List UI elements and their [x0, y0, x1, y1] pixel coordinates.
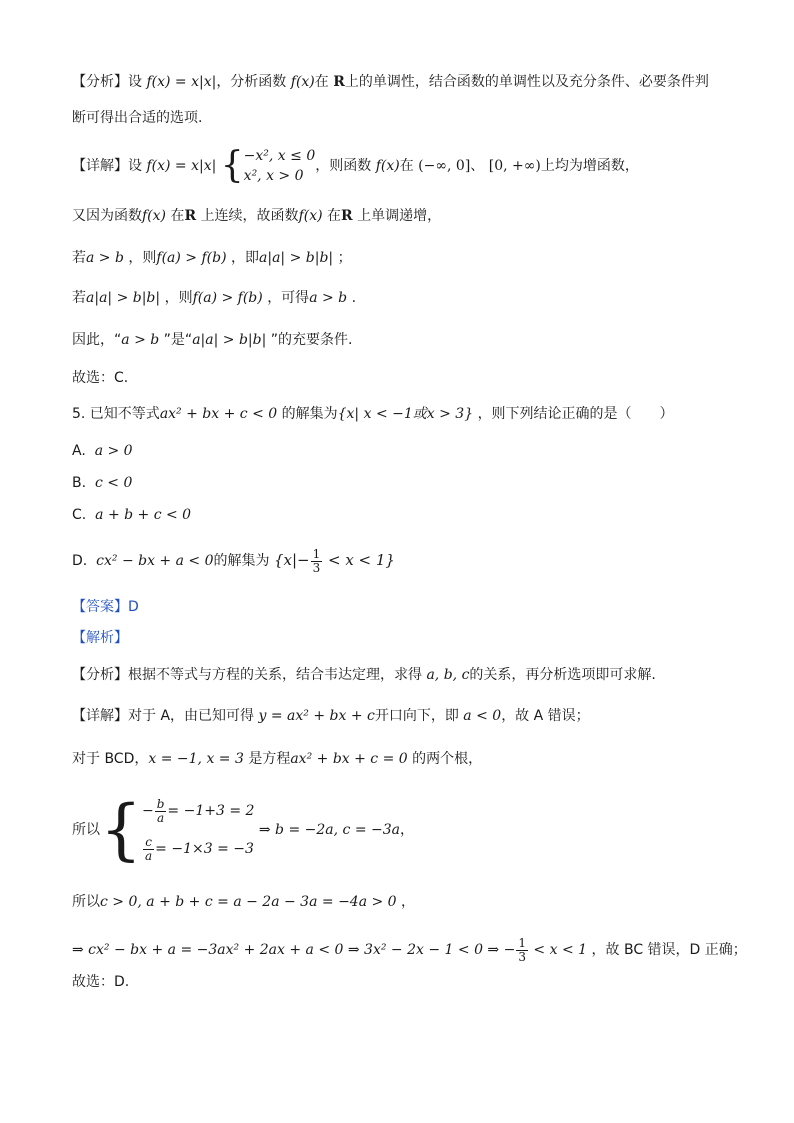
piecewise-cases: −x², x ≤ 0 x², x > 0: [243, 148, 316, 184]
choice-line-2: 故选：D.: [72, 974, 130, 990]
math-fx-def: f(x) = x|x|: [146, 74, 217, 90]
solution-label: 【解析】: [72, 630, 128, 646]
detail-line-sum: 所以c > 0, a + b + c = a − 2a − 3a = −4a > 0 ，: [72, 894, 416, 910]
detail-line-q5-a: 【详解】对于 A，由已知可得 y = ax² + bx + c开口向下，即 a < 0，故 A 错误；: [72, 708, 590, 724]
analysis-line-1: 【分析】设 f(x) = x|x|，分析函数 f(x)在 R上的单调性，结合函数的单调性以及充分条件、必要条件判: [72, 74, 709, 90]
question-5: 5. 已知不等式ax² + bx + c < 0 的解集为{x| x < −1或x > 3} ，则下列结论正确的是（ ）: [72, 406, 674, 422]
option-a: A. a > 0: [72, 443, 133, 459]
analysis-tag: 【分析】: [72, 74, 128, 90]
detail-line-roots: 对于 BCD，x = −1, x = 3 是方程ax² + bx + c = 0 的两个根，: [72, 751, 483, 767]
fraction-one-third: $\frac{1}{3}$: [312, 546, 321, 575]
option-b: B. c < 0: [72, 475, 133, 491]
option-c: C. a + b + c < 0: [72, 507, 192, 523]
analysis-line-q5: 【分析】根据不等式与方程的关系，结合韦达定理，求得 a, b, c的关系，再分析选项即可求解.: [72, 667, 656, 683]
detail-line-if-1: 若a > b ，则f(a) > f(b) ，即a|a| > b|b| ；: [72, 250, 352, 266]
detail-tag: 【详解】: [72, 158, 128, 174]
detail-line-derivation: ⇒ cx² − bx + a = −3ax² + 2ax + a < 0 ⇒ 3x² − 2x − 1 < 0 ⇒ − $\frac{1}{3}$ < x < 1 ，故 BC 错误，D 正确；: [72, 935, 747, 964]
choice-line-1: 故选：C.: [72, 370, 129, 386]
detail-line-conclusion: 因此，“a > b ”是“a|a| > b|b| ”的充要条件.: [72, 332, 353, 348]
detail-line-piecewise: 【详解】设 f(x) = x|x| { −x², x ≤ 0 x², x > 0 ，则函数 f(x)在 (−∞, 0]、 [0, +∞)上均为增函数，: [72, 145, 639, 186]
option-d: D. cx² − bx + a < 0的解集为 {x|− $\frac{1}{3}$ < x < 1}: [72, 546, 395, 575]
detail-line-continuous: 又因为函数f(x) 在R 上连续，故函数f(x) 在R 上单调递增，: [72, 208, 442, 224]
analysis-line-2: 断可得出合适的选项.: [72, 110, 203, 126]
answer-label: 【答案】D: [72, 599, 139, 615]
vieta-system: 所以{ − $\frac{b}{a}$ = −1+3 = 2 $\frac{c}{a}$ = −1×3 = −3 ⇒ b = −2a, c = −3a，: [72, 791, 414, 868]
detail-line-if-2: 若a|a| > b|b| ，则f(a) > f(b) ，可得a > b .: [72, 290, 357, 306]
